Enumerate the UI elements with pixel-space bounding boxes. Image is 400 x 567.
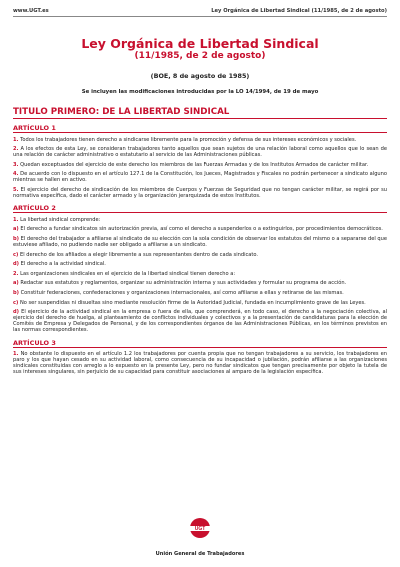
article-paragraph <box>13 309 387 333</box>
page-footer <box>0 517 400 557</box>
paragraph-number: 1. <box>13 136 19 143</box>
paragraph-text: Las organizaciones sindicales en el ejercicio de la libertad sindical tienen derecho a: <box>20 270 236 277</box>
paragraph-number: c) <box>13 251 19 258</box>
paragraph-number: 2. <box>13 270 19 277</box>
modifications-note: Se incluyen las modificaciones introducidas por la LO 14/1994, de 19 de mayo <box>81 89 319 95</box>
article-paragraph <box>13 351 387 375</box>
article-paragraph <box>13 226 387 232</box>
section-title: TITULO PRIMERO: DE LA LIBERTAD SINDICAL <box>13 107 230 117</box>
article-paragraph <box>13 261 387 267</box>
paragraph-text: De acuerdo con lo dispuesto en el artículo 127.1 de la Constitución, los Jueces, Magistrados y Fiscales no podrán pertenecer a sindicato alguno mientras se hallen en activo. <box>13 171 387 184</box>
article-paragraph <box>13 187 387 199</box>
article-paragraph <box>13 252 387 258</box>
paragraph-text: Redactar sus estatutos y reglamentos, organizar su administración interna y sus actividades y formular su programa de acción. <box>20 280 347 287</box>
paragraph-number: 4. <box>13 171 19 178</box>
article-paragraph <box>13 271 387 277</box>
paragraph-text: No obstante lo dispuesto en el artículo 1.2 los trabajadores por cuenta propia que no tengan trabajadores a su servicio, los trabajadores en paro y los que hayan cesado en su actividad laboral, como consecuencia de su incapacidad o jubilación, podrán afiliarse a las organizaciones sindicales constituidas con arreglo a lo expuesto en la presente Ley, pero no fundar sindicatos que tengan precisamente por objeto la tutela de sus intereses singulares, sin perjuicio de su capacidad para constituir asociaciones al amparo de la legislación específica. <box>13 351 387 376</box>
article-paragraph <box>13 146 387 158</box>
paragraph-number: 1. <box>13 351 19 358</box>
article-paragraph <box>13 137 387 143</box>
document-subtitle: (11/1985, de 2 de agosto) <box>134 51 266 61</box>
paragraph-number: d) <box>13 309 19 316</box>
paragraph-text: A los efectos de esta Ley, se consideran trabajadores tanto aquellos que sean sujetos de una relación laboral como aquellos que lo sean de una relación de carácter administrativo o estatutario al servicio de las Administraciones públicas. <box>13 146 387 159</box>
publication-reference: (BOE, 8 de agosto de 1985) <box>150 72 250 80</box>
paragraph-number: d) <box>13 261 19 268</box>
paragraph-text: El ejercicio de la actividad sindical en la empresa o fuera de ella, que comprenderá, en todo caso, el derecho a la negociación colectiva, al ejercicio del derecho de huelga, al planteamiento de conflictos individuales y colectivos y a la presentación de candidaturas para la elección de Comités de Empresa y Delegados de Personal, y de los correspondientes órganos de las Administraciones Públicas, en los términos previstos en las normas correspondientes. <box>13 309 388 334</box>
article-paragraph <box>13 280 387 286</box>
articles-container <box>13 124 387 375</box>
paragraph-number: b) <box>13 235 19 242</box>
paragraph-number: 5. <box>13 187 19 194</box>
ugt-logo-graphic <box>183 517 217 545</box>
paragraph-number: a) <box>13 226 19 233</box>
paragraph-number: c) <box>13 299 19 306</box>
article-paragraph <box>13 217 387 223</box>
paragraph-text: No ser suspendidas ni disueltas sino mediante resolución firme de la Autoridad Judicial, fundada en incumplimiento grave de las Leyes. <box>19 299 366 306</box>
paragraph-text: El derecho de los afiliados a elegir libremente a sus representantes dentro de cada sindicato. <box>19 251 259 258</box>
ugt-logo <box>183 517 217 549</box>
article-divider <box>13 132 387 133</box>
article-paragraph <box>13 290 387 296</box>
logo-lettering: UGT <box>194 526 206 533</box>
article-title: ARTÍCULO 3 <box>13 338 56 347</box>
section-divider <box>13 118 387 119</box>
article-title: ARTÍCULO 2 <box>13 204 56 213</box>
footer-organization: Unión General de Trabajadores <box>155 551 245 557</box>
header-divider <box>13 16 387 17</box>
article-title: ARTÍCULO 1 <box>13 124 56 132</box>
article-paragraph <box>13 162 387 168</box>
paragraph-number: 1. <box>13 216 19 223</box>
header-doc-title: Ley Orgánica de Libertad Sindical (11/1985, de 2 de agosto) <box>211 8 387 14</box>
paragraph-text: El derecho a fundar sindicatos sin autorización previa, así como el derecho a suspenderlos o a extinguirlos, por procedimientos democráticos. <box>20 226 383 233</box>
paragraph-number: 2. <box>13 146 19 153</box>
paragraph-number: a) <box>13 280 19 287</box>
paragraph-number: b) <box>13 290 19 296</box>
document-title: Ley Orgánica de Libertad Sindical <box>81 36 319 51</box>
paragraph-text: Todos los trabajadores tienen derecho a sindicarse libremente para la promoción y defensa de sus intereses económicos y sociales. <box>20 136 357 143</box>
header-site[interactable]: www.UGT.es <box>13 8 49 14</box>
article-divider <box>13 212 387 213</box>
article-paragraph <box>13 236 387 248</box>
paragraph-text: El ejercicio del derecho de sindicación de los miembros de Cuerpos y Fuerzas de Seguridad que no tengan carácter militar, se regirá por su normativa específica, dado el carácter armado y la organización jerarquizada de estos Institutos. <box>13 187 388 200</box>
paragraph-text: El derecho a la actividad sindical. <box>20 261 106 268</box>
article-paragraph <box>13 171 387 183</box>
article-divider <box>13 347 387 348</box>
paragraph-text: El derecho del trabajador a afiliarse al sindicato de su elección con la sola condición de observar los estatutos del mismo o a separarse del que estuviese afiliado, no pudiendo nadie ser obligado a afiliarse a un sindicato. <box>13 235 387 249</box>
paragraph-text: La libertad sindical comprende: <box>20 216 101 223</box>
article-paragraph <box>13 300 387 306</box>
page-header <box>13 0 387 14</box>
paragraph-number: 3. <box>13 161 19 168</box>
paragraph-text: Quedan exceptuados del ejercicio de este derecho los miembros de las Fuerzas Armadas y de los Institutos Armados de carácter militar. <box>20 161 369 168</box>
paragraph-text: Constituir federaciones, confederaciones y organizaciones internacionales, así como afiliarse a ellas y retirarse de las mismas. <box>20 290 344 296</box>
